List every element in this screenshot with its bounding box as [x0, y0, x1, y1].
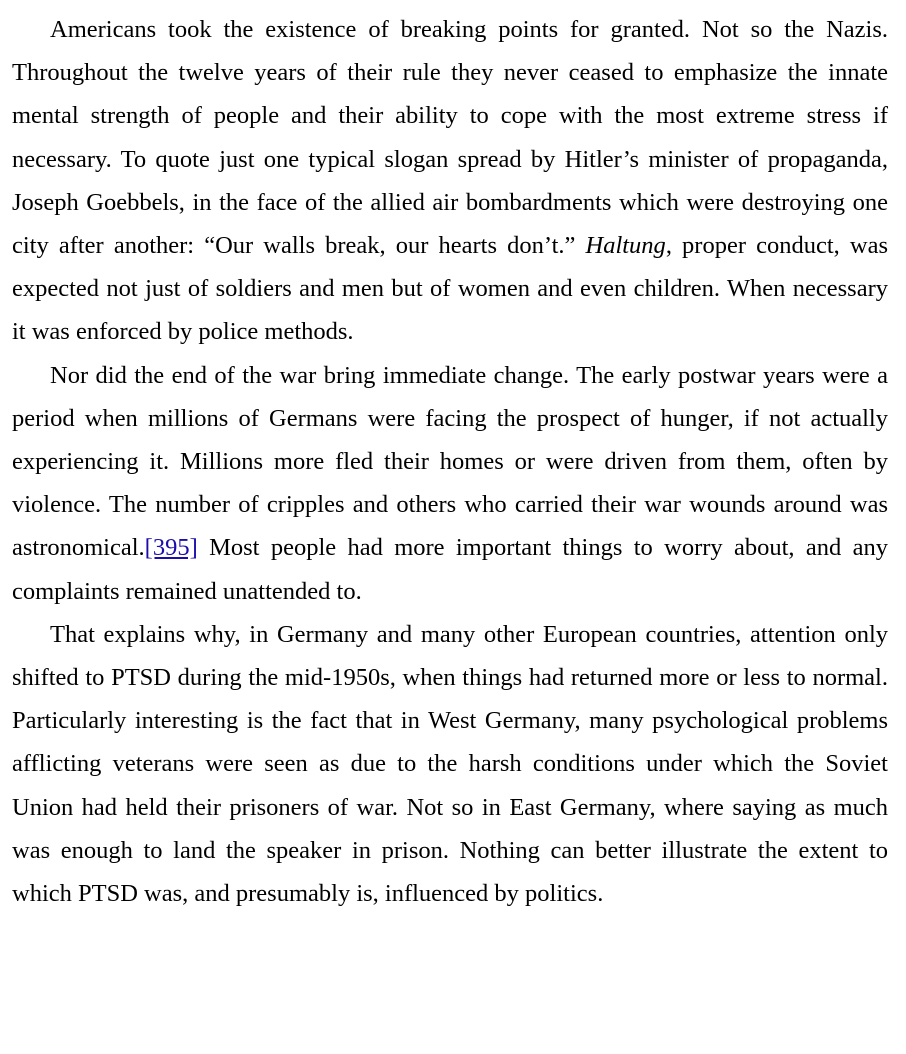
paragraph-1-text-2: , proper conduct, was expected not just of soldiers and men but of women and even children. When necessary it was enforced by police methods. — [12, 232, 888, 346]
paragraph-3 — [12, 613, 888, 915]
italic-term-haltung: Haltung — [585, 232, 666, 260]
document-body — [12, 8, 888, 915]
paragraph-1-text-1: Americans took the existence of breaking points for granted. Not so the Nazis. Throughout the twelve years of their rule they never ceased to emphasize the innate mental strength of people and their ability to cope with the most extreme stress if necessary. To quote just one typical slogan spread by Hitler’s minister of propaganda, Joseph Goebbels, in the face of the allied air bombardments which were destroying one city after another: “Our walls break, our hearts don’t.” — [12, 16, 888, 260]
paragraph-3-text-1: That explains why, in Germany and many other European countries, attention only shifted to PTSD during the mid-1950s, when things had returned more or less to normal. Particularly interesting is the fact that in West Germany, many psychological problems afflicting veterans were seen as due to the harsh conditions under which the Soviet Union had held their prisoners of war. Not so in East Germany, where saying as much was enough to land the speaker in prison. Nothing can better illustrate the extent to which PTSD was, and presumably is, influenced by politics. — [12, 620, 888, 908]
paragraph-2-text-1: Nor did the end of the war bring immediate change. The early postwar years were a period when millions of Germans were facing the prospect of hunger, if not actually experiencing it. Millions more fled their homes or were driven from them, often by violence. The number of cripples and others who carried their war wounds around was astronomical. — [12, 361, 888, 562]
footnote-link-395[interactable]: [395] — [144, 534, 198, 562]
paragraph-2-text-2: Most people had more important things to worry about, and any complaints remained unattended to. — [12, 534, 888, 605]
paragraph-1 — [12, 8, 888, 354]
paragraph-2 — [12, 354, 888, 613]
